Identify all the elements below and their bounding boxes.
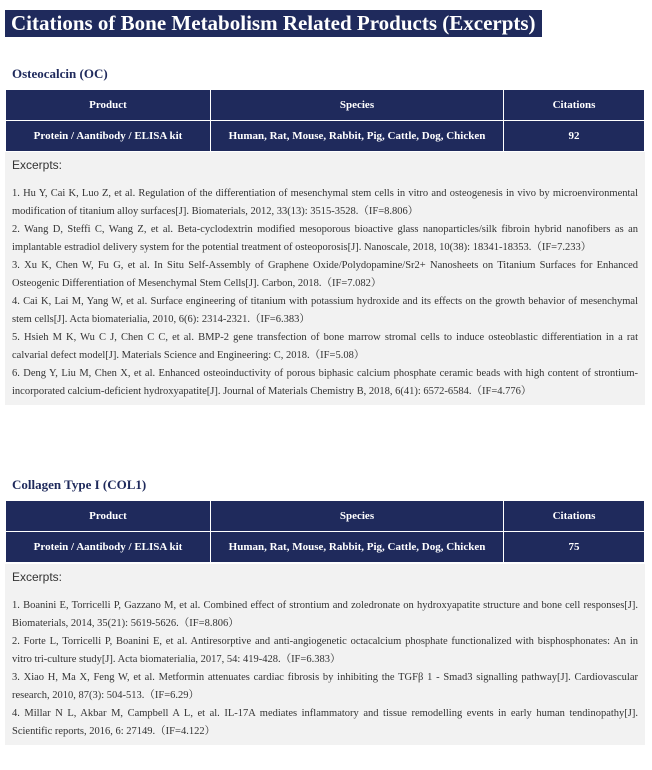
table-row xyxy=(6,532,645,563)
table-header-row xyxy=(6,90,645,121)
reference-item: 2. Wang D, Steffi C, Wang Z, et al. Beta-cyclodextrin modified mesoporous bioactive glass nanoparticles/silk fibroin hybrid nanofibers as an implantable estradiol delivery system for the potential treatment of osteoporosis[J]. Nanoscale, 2018, 10(38): 18341-18353.（IF=7.233） xyxy=(12,224,638,253)
table-header-row xyxy=(6,501,645,532)
cell-product: Protein / Aantibody / ELISA kit xyxy=(6,532,211,563)
excerpts-label: Excerpts: xyxy=(12,570,63,584)
product-table-osteocalcin xyxy=(5,89,645,152)
header-citations: Citations xyxy=(504,90,645,121)
header-citations: Citations xyxy=(504,501,645,532)
product-table-collagen xyxy=(5,500,645,563)
reference-item: 3. Xu K, Chen W, Fu G, et al. In Situ Self-Assembly of Graphene Oxide/Polydopamine/Sr2+ Nanosheets on Titanium Surfaces for Enhanced Osteogenic Differentiation of Mesenchymal Stem Cells[J]. Carbon, 2018.（IF=7.082） xyxy=(12,260,638,289)
reference-item: 1. Hu Y, Cai K, Luo Z, et al. Regulation of the differentiation of mesenchymal stem cells in vitro and osteogenesis in vivo by microenvironmental modification of titanium alloy surfaces[J]. Biomaterials, 2012, 33(13): 3515-3528.（IF=8.806） xyxy=(12,188,638,217)
header-species: Species xyxy=(211,501,504,532)
reference-item: 2. Forte L, Torricelli P, Boanini E, et al. Antiresorptive and anti-angiogenetic octacalcium phosphate functionalized with bisphosphonates: An in vitro tri-culture study[J]. Acta biomaterialia, 2017, 54: 419-428.（IF=6.383） xyxy=(12,636,638,665)
reference-item: 4. Cai K, Lai M, Yang W, et al. Surface engineering of titanium with potassium hydroxide and its effects on the growth behavior of mesenchymal stem cells[J]. Acta biomaterialia, 2010, 6(6): 2314-2321.（IF=6.383） xyxy=(12,296,638,325)
cell-species: Human, Rat, Mouse, Rabbit, Pig, Cattle, Dog, Chicken xyxy=(211,121,504,152)
excerpts-box-collagen xyxy=(5,564,645,745)
cell-citations: 75 xyxy=(504,532,645,563)
reference-item: 5. Hsieh M K, Wu C J, Chen C C, et al. BMP-2 gene transfection of bone marrow stromal cells to induce osteoblastic differentiation in a rat calvarial defect model[J]. Materials Science and Engineering: C, 2018.（IF=5.08） xyxy=(12,332,638,361)
excerpts-label: Excerpts: xyxy=(12,158,63,172)
cell-product: Protein / Aantibody / ELISA kit xyxy=(6,121,211,152)
header-product: Product xyxy=(6,90,211,121)
section-title-collagen: Collagen Type I (COL1) xyxy=(12,477,147,492)
reference-item: 1. Boanini E, Torricelli P, Gazzano M, et al. Combined effect of strontium and zoledronate on hydroxyapatite structure and bone cell responses[J]. Biomaterials, 2014, 35(21): 5619-5626.（IF=8.806） xyxy=(12,600,638,629)
cell-species: Human, Rat, Mouse, Rabbit, Pig, Cattle, Dog, Chicken xyxy=(211,532,504,563)
cell-citations: 92 xyxy=(504,121,645,152)
section-title-osteocalcin: Osteocalcin (OC) xyxy=(12,66,108,81)
excerpts-box-osteocalcin xyxy=(5,152,645,405)
reference-item: 6. Deng Y, Liu M, Chen X, et al. Enhanced osteoinductivity of porous biphasic calcium phosphate ceramic beads with high content of strontium-incorporated calcium-deficient hydroxyapatite[J]. Journal of Materials Chemistry B, 2018, 6(41): 6572-6584.（IF=4.776） xyxy=(12,368,638,397)
reference-item: 4. Millar N L, Akbar M, Campbell A L, et al. IL-17A mediates inflammatory and tissue remodelling events in early human tendinopathy[J]. Scientific reports, 2016, 6: 27149.（IF=4.122） xyxy=(12,708,638,737)
page-title: Citations of Bone Metabolism Related Products (Excerpts) xyxy=(5,10,542,37)
header-product: Product xyxy=(6,501,211,532)
header-species: Species xyxy=(211,90,504,121)
table-row xyxy=(6,121,645,152)
reference-item: 3. Xiao H, Ma X, Feng W, et al. Metformin attenuates cardiac fibrosis by inhibiting the TGFβ 1 - Smad3 signalling pathway[J]. Cardiovascular research, 2010, 87(3): 504-513.（IF=6.29） xyxy=(12,672,638,701)
